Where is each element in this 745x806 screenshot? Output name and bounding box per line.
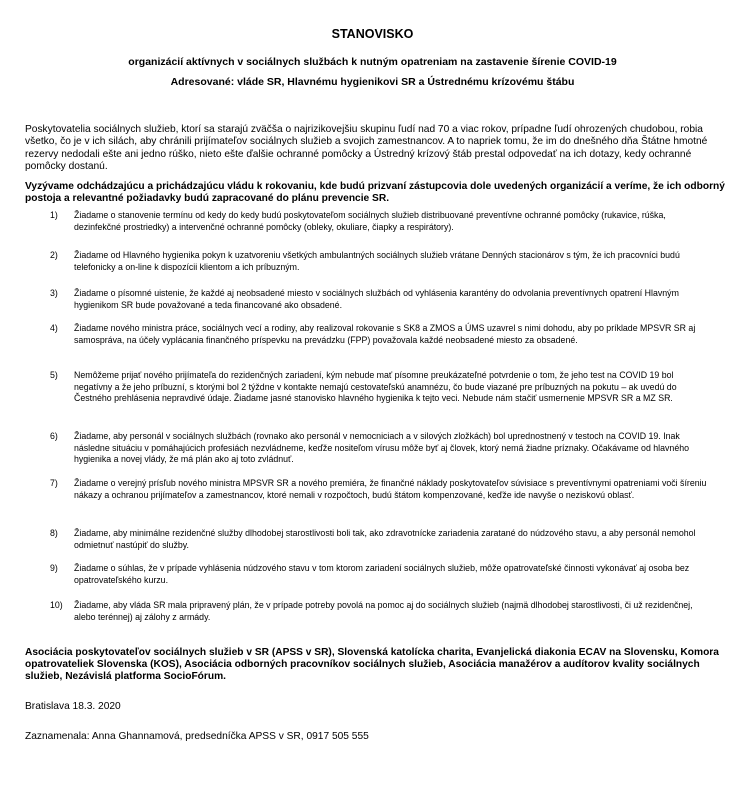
list-item-number: 3) xyxy=(50,288,58,298)
recorded-by: Zaznamenala: Anna Ghannamová, predsedníčka APSS v SR, 0917 505 555 xyxy=(25,731,369,742)
list-item-number: 9) xyxy=(50,563,58,573)
list-item-number: 8) xyxy=(50,528,58,538)
list-item-number: 10) xyxy=(50,600,63,610)
list-item-number: 1) xyxy=(50,210,58,220)
list-item-text: Žiadame, aby vláda SR mala pripravený plán, že v prípade potreby povolá na pomoc aj do sociálnych služieb (najmä dlhodobej starostlivosti, či už rezidenčnej, alebo terénnej) aj zálohy z armády. xyxy=(74,600,693,622)
place-date: Bratislava 18.3. 2020 xyxy=(25,701,121,712)
list-item-text: Žiadame o stanovenie termínu od kedy do kedy budú poskytovateľom sociálnych služieb distribuované preventívne ochranné pomôcky (rukavice, rúška, dezinfekčné prostriedky) a intervenčné ochranné pomôcky (obleky, okuliare, čiapky a respirátory). xyxy=(74,210,666,232)
list-item-text: Žiadame o súhlas, že v prípade vyhlásenia núdzového stavu v tom ktorom zariadení sociálnych služieb, môže opatrovateľské činnosti vykonávať aj osoba bez opatrovateľského kurzu. xyxy=(74,563,690,585)
appeal-paragraph: Vyzývame odchádzajúcu a prichádzajúcu vládu k rokovaniu, kde budú prizvaní zástupcovia dole uvedených organizácií a veríme, že ich odborný postoja a relevantné požiadavky budú zapracované do plánu prevencie SR. xyxy=(25,181,725,204)
list-item-text: Žiadame, aby personál v sociálnych službách (rovnako ako personál v nemocniciach a v silových zložkách) bol uprednostnený v testoch na COVID 19. Inak následne situáciu v pomáhajúcich profesiách nezvládneme, keďže nositeľom vírusu môže byť aj človek, ktorý nemá žiadne príznaky. Očakávame od hlavného hygienika a novej vlády, že má plán ako aj toto zvládnuť. xyxy=(74,431,689,465)
list-item-number: 5) xyxy=(50,370,58,380)
addressees-line: Adresované: vláde SR, Hlavnému hygienikovi SR a Ústrednému krízovému štábu xyxy=(170,76,575,88)
list-item-number: 4) xyxy=(50,323,58,333)
list-item-number: 6) xyxy=(50,431,58,441)
list-item-text: Žiadame od Hlavného hygienika pokyn k uzatvoreniu všetkých ambulantných sociálnych služieb vrátane Denných stacionárov s tým, že ich pracovníci budú telefonicky a on-line k dispozícii klientom a ich príbuzným. xyxy=(74,250,680,272)
list-item-text: Žiadame o verejný prísľub nového ministra MPSVR SR a nového premiéra, že finančné náklady poskytovateľov súvisiace s preventívnymi opatreniami voči šíreniu nákazy a ochranou prijímateľov a zamestnancov, ktoré nemali v rozpočtoch, budú štátom kompenzované, keďže ide navyše o neziskovú oblasť. xyxy=(74,478,707,500)
document-title: STANOVISKO xyxy=(331,27,414,41)
list-item-number: 7) xyxy=(50,478,58,488)
document-subtitle: organizácií aktívnych v sociálnych službách k nutným opatreniam na zastavenie šírenie COVID-19 xyxy=(128,56,617,68)
list-item-text: Nemôžeme prijať nového prijímateľa do rezidenčných zariadení, kým nebude mať písomne preukázateľné potvrdenie o tom, že jeho test na COVID 19 bol negatívny a že jeho príbuzní, s ktorými bol 2 týždne v kontakte nemajú cestovateľskú anamnézu, čo bude viazané pre príbuzných na pokutu – ak uvedú do Čestného prehlásenia nepravdivé údaje. Žiadame jasné stanovisko hlavného hygienika k tejto veci. Nebude nám stačiť usmernenie MPSVR SR a MZ SR. xyxy=(74,370,677,404)
signatory-organizations: Asociácia poskytovateľov sociálnych služieb v SR (APSS v SR), Slovenská katolícka charita, Evanjelická diakonia ECAV na Slovensku, Komora opatrovateliek Slovenska (KOS), Asociácia odborných pracovníkov sociálnych služieb, Asociácia manažérov a audítorov kvality sociálnych služieb, Nezávislá platforma SocioFórum. xyxy=(25,647,719,682)
list-item-text: Žiadame, aby minimálne rezidenčné služby dlhodobej starostlivosti boli tak, ako zdravotnícke zariadenia zaratané do núdzového stavu, a aby personál nemohol odmietnuť nastúpiť do služby. xyxy=(74,528,696,550)
list-item-text: Žiadame o písomné uistenie, že každé aj neobsadené miesto v sociálnych službách od vyhlásenia karantény do odvolania preventívnych opatrení Hlavným hygienikom SR bude považované a teda financované ako obsadené. xyxy=(74,288,679,310)
list-item-number: 2) xyxy=(50,250,58,260)
list-item-text: Žiadame nového ministra práce, sociálnych vecí a rodiny, aby realizoval rokovanie s SK8 a ZMOS a ÚMS uzavrel s nimi dohodu, aby po príklade MPSVR SR aj samospráva, na účely vyplácania finančného príspevku na prevádzku (FPP) považovala každé neobsadené miesto za obsadené. xyxy=(74,323,696,345)
intro-paragraph: Poskytovatelia sociálnych služieb, ktorí sa starajú zväčša o najrizikovejšiu skupinu ľudí nad 70 a viac rokov, prípadne ľudí ohrozených chudobou, robia všetko, čo je v ich silách, aby chránili prijímateľov sociálnych služieb a svojich zamestnancov. A to napriek tomu, že im do dnešného dňa Štátne hmotné rezervy nedodali ešte ani jedno rúško, nieto ešte ďalšie ochranné pomôcky a Ústredný krízový štáb prestal odpovedať na ich dotazy, kedy ochranné pomôcky dostanú. xyxy=(25,124,708,173)
